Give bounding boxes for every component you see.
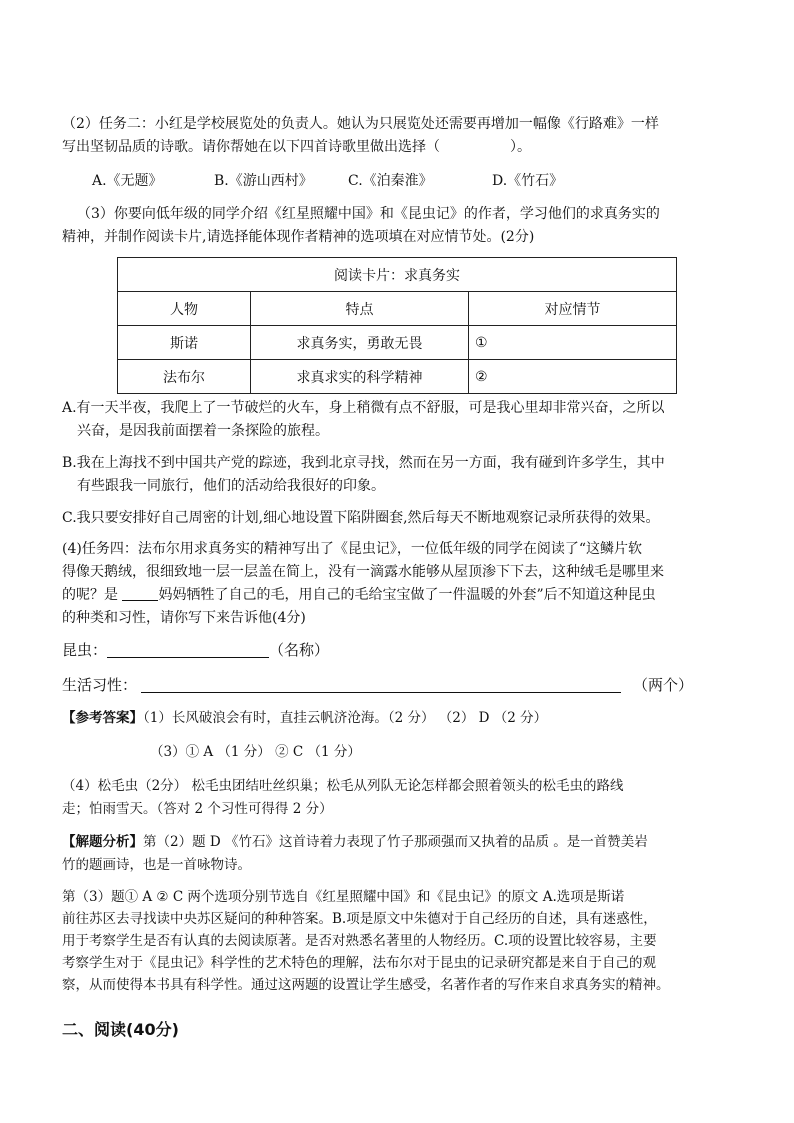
habit-label: 生活习性： bbox=[62, 676, 138, 694]
insect-label: 昆虫： bbox=[62, 641, 108, 659]
q4-line-3: 的呢？是 bbox=[62, 587, 123, 603]
answer-line-2: （3）① A （1 分） ② C （1 分） bbox=[150, 744, 361, 760]
q3-line-2: 精神，并制作阅读卡片,请选择能体现作者精神的选项填在对应情节处。(2分) bbox=[62, 229, 535, 245]
q4-inline-blank[interactable] bbox=[122, 585, 158, 601]
analysis-line-2: 竹的题画诗，也是一首咏物诗。 bbox=[62, 857, 251, 873]
q2-line-2-end: ）。 bbox=[510, 139, 531, 155]
habit-row bbox=[62, 674, 752, 697]
q2-option-c[interactable]: C.《泊秦淮》 bbox=[348, 173, 433, 189]
q4-line-3-end: 妈妈牺牲了自己的毛，用自己的毛给宝宝做了一件温暖的外套”后不知道这种昆虫 bbox=[158, 587, 656, 603]
q3-line-1: （3）你要向低年级的同学介绍《红星照耀中国》和《昆虫记》的作者，学习他们的求真务实的 bbox=[77, 206, 660, 222]
card-header-trait: 特点 bbox=[251, 292, 469, 326]
card-cell-trait: 求真务实，勇敢无畏 bbox=[251, 326, 469, 360]
insect-note: （名称） bbox=[269, 641, 330, 659]
card-cell-person: 法布尔 bbox=[118, 360, 251, 394]
answer-line-2-row bbox=[150, 741, 710, 764]
q3-option-a: A.有一天半夜，我爬上了一节破烂的火车，身上稍微有点不舒服，可是我心里却非常兴奋，之所以 兴奋，是因我前面摆着一条探险的旅程。 bbox=[62, 400, 665, 439]
q2-line-1: （2）任务二：小红是学校展览处的负责人。她认为只展览处还需要再增加一幅像《行路难》一样 bbox=[62, 116, 659, 132]
answer-block bbox=[62, 707, 752, 730]
analysis-paragraph: 第（3）题① A ② C 两个选项分别节选自《红星照耀中国》和《昆虫记》的原文 A.选项是斯诺 前往苏区去寻找读中央苏区疑问的种种答案。B.项是原文中朱德对于自己经历的自述，具有迷惑性， 用于考察学生是否有认真的去阅读原著。是否对熟悉名著里的人物经历。C.项的设置比较容易，主要 考察学生对于《昆虫记》科学性的艺术特色的理解，法布尔对于昆虫的记录研究都是来自于自己的观 察，从而使得本书具有科学性。通过这两题的设置让学生感受，名著作者的写作来自求真务实的精神。 bbox=[62, 889, 670, 993]
answer-line-3: （4）松毛虫（2分） 松毛虫团结吐丝织巢；松毛从列队无论怎样都会照着领头的松毛虫的路线 bbox=[62, 778, 624, 794]
q2-answer-blank[interactable] bbox=[440, 138, 510, 153]
card-title: 阅读卡片：求真务实 bbox=[118, 258, 677, 292]
habit-note: （两个） bbox=[633, 676, 694, 694]
answer-line-1: （1）长风破浪会有时，直挂云帆济沧海。（2 分） （2） D （2 分） bbox=[143, 710, 548, 726]
q4-line-4: 的种类和习性，请你写下来告诉他(4分) bbox=[62, 610, 306, 626]
q4-line-1: (4)任务四：法布尔用求真务实的精神写出了《昆虫记》，一位低年级的同学在阅读了“这鳞片软 bbox=[62, 541, 642, 557]
q2-option-d[interactable]: D.《竹石》 bbox=[492, 173, 564, 189]
card-cell-plot-1[interactable]: ① bbox=[469, 326, 677, 360]
answer-line-3-row bbox=[62, 775, 752, 821]
card-header-person: 人物 bbox=[118, 292, 251, 326]
section-heading: 二、阅读(40分) bbox=[62, 1020, 179, 1039]
q2-options bbox=[92, 170, 692, 193]
card-cell-plot-2[interactable]: ② bbox=[469, 360, 677, 394]
q4-line-2: 得像天鹅绒，很细致地一层一层盖在简上，没有一滴露水能够从屋顶渗下下去，这种绒毛是哪里来 bbox=[62, 564, 664, 580]
reading-card-table bbox=[117, 257, 677, 394]
q2-option-b[interactable]: B.《游山西村》 bbox=[214, 173, 313, 189]
card-row bbox=[118, 326, 677, 360]
insect-input[interactable] bbox=[107, 641, 269, 658]
question-3 bbox=[62, 203, 752, 249]
q3-option-b: B.我在上海找不到中国共产党的踪迹，我到北京寻找，然而在另一方面，我有碰到许多学生，其中 有些跟我一同旅行，他们的活动给我很好的印象。 bbox=[62, 455, 665, 494]
answer-tag: 【参考答案】 bbox=[62, 710, 143, 726]
question-2 bbox=[62, 113, 752, 159]
card-row bbox=[118, 360, 677, 394]
q2-line-2: 写出坚韧品质的诗歌。请你帮她在以下四首诗歌里做出选择（ bbox=[62, 139, 440, 155]
analysis-line-1: 第（2）题 D 《竹石》这首诗着力表现了竹子那顽强而又执着的品质 。是一首赞美岩 bbox=[143, 834, 648, 850]
q2-option-a[interactable]: A.《无题》 bbox=[92, 173, 163, 189]
insect-row bbox=[62, 639, 752, 662]
analysis-tag: 【解题分析】 bbox=[62, 834, 143, 850]
analysis-block bbox=[62, 831, 752, 877]
card-header-plot: 对应情节 bbox=[469, 292, 677, 326]
card-cell-person: 斯诺 bbox=[118, 326, 251, 360]
question-4 bbox=[62, 538, 752, 630]
answer-line-4: 走；怕雨雪天。（答对 2 个习性可得得 2 分） bbox=[62, 801, 333, 817]
q3-option-c: C.我只要安排好自己周密的计划,细心地设置下陷阱圈套,然后每天不断地观察记录所获得的效果。 bbox=[62, 510, 660, 526]
habit-input[interactable] bbox=[141, 676, 621, 693]
card-cell-trait: 求真求实的科学精神 bbox=[251, 360, 469, 394]
